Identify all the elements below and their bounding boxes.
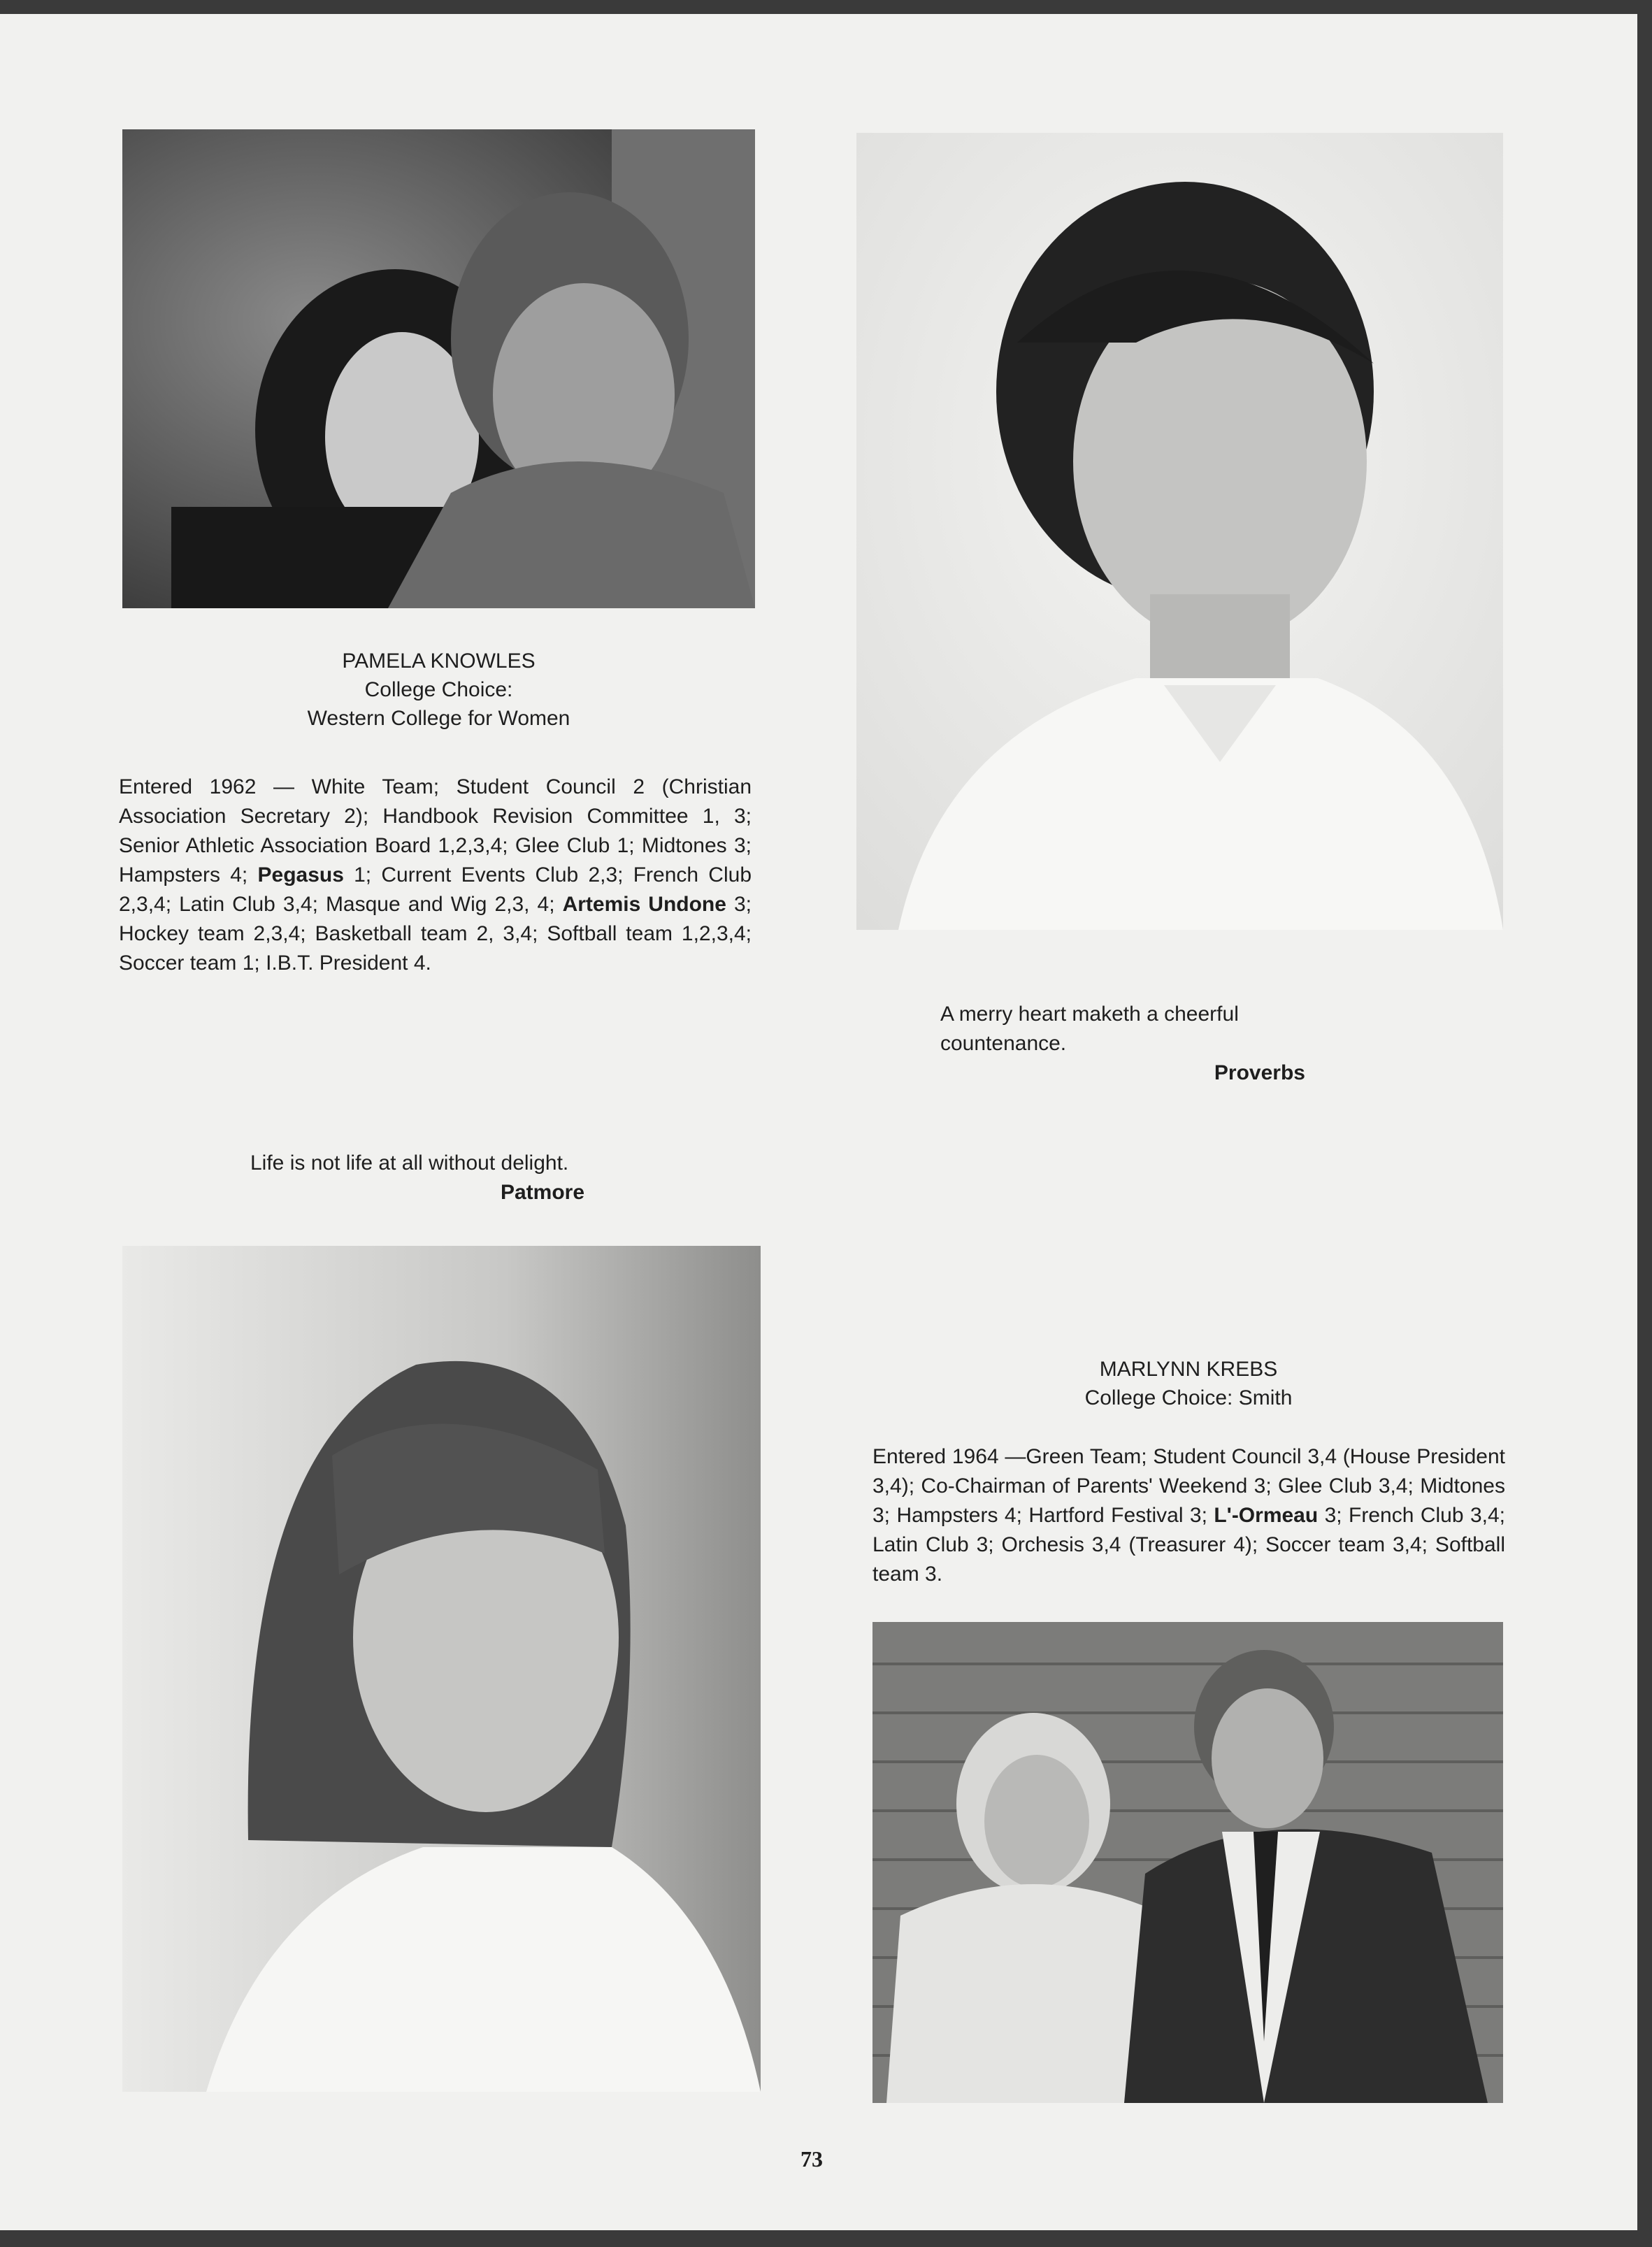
- bio-play-name: Artemis Undone: [562, 893, 726, 916]
- bio-text: Entered 1964 —Green Team; Student Council 3,4 (House President 3,4); Co-Chairman of Parents' Weekend 3; Glee Club 3,4; Midtones 3; Hampsters 4; Hartford Festival 3;: [872, 1445, 1505, 1527]
- quote-text: A merry heart maketh a cheerful countenance.: [940, 1003, 1239, 1055]
- portrait-photo-knowles: [856, 133, 1503, 930]
- yearbook-page: [0, 14, 1637, 2230]
- student-name: MARLYNN KREBS: [1099, 1358, 1278, 1381]
- candid-photo-krebs: [872, 1622, 1503, 2103]
- page-number: 73: [800, 2146, 823, 2171]
- bio-text: Entered 1962 — White Team; Student Council 2 (Christian Association Secretary 2); Handbook Revision Committee 1, 3; Senior Athletic Association Board 1,2,3,4; Glee Club 1; Midtones 3; Hampsters 4;: [119, 775, 752, 886]
- college-choice: Smith: [1238, 1386, 1293, 1409]
- quote-attribution: Proverbs: [1214, 1061, 1305, 1084]
- bio-text: 1; Current Events Club 2,3; French Club 2,3,4; Latin Club 3,4; Masque and Wig 2,3, 4;: [119, 863, 752, 916]
- quote-text: Life is not life at all without delight.: [250, 1151, 569, 1175]
- caption-knowles: [122, 647, 755, 733]
- quote-patmore: [250, 1149, 584, 1207]
- bio-krebs: [872, 1442, 1505, 1589]
- bio-knowles: [119, 773, 752, 978]
- college-choice-label: College Choice:: [1084, 1386, 1233, 1409]
- student-name: PAMELA KNOWLES: [342, 649, 536, 673]
- caption-krebs: [870, 1355, 1507, 1412]
- bio-publication-name: Pegasus: [257, 863, 344, 886]
- quote-proverbs: [940, 1000, 1304, 1088]
- bio-publication-name: L'-Ormeau: [1214, 1504, 1319, 1527]
- portrait-photo-krebs: [122, 1246, 761, 2092]
- bio-text: 3; French Club 3,4; Latin Club 3; Orchesis 3,4 (Treasurer 4); Soccer team 3,4; Softball team 3.: [872, 1504, 1505, 1586]
- college-choice: Western College for Women: [307, 707, 570, 730]
- quote-attribution: Patmore: [500, 1181, 584, 1204]
- candid-photo-knowles: [122, 129, 755, 608]
- college-choice-label: College Choice:: [364, 678, 513, 701]
- bio-text: 3; Hockey team 2,3,4; Basketball team 2, 3,4; Softball team 1,2,3,4; Soccer team 1; I.B.T. President 4.: [119, 893, 752, 975]
